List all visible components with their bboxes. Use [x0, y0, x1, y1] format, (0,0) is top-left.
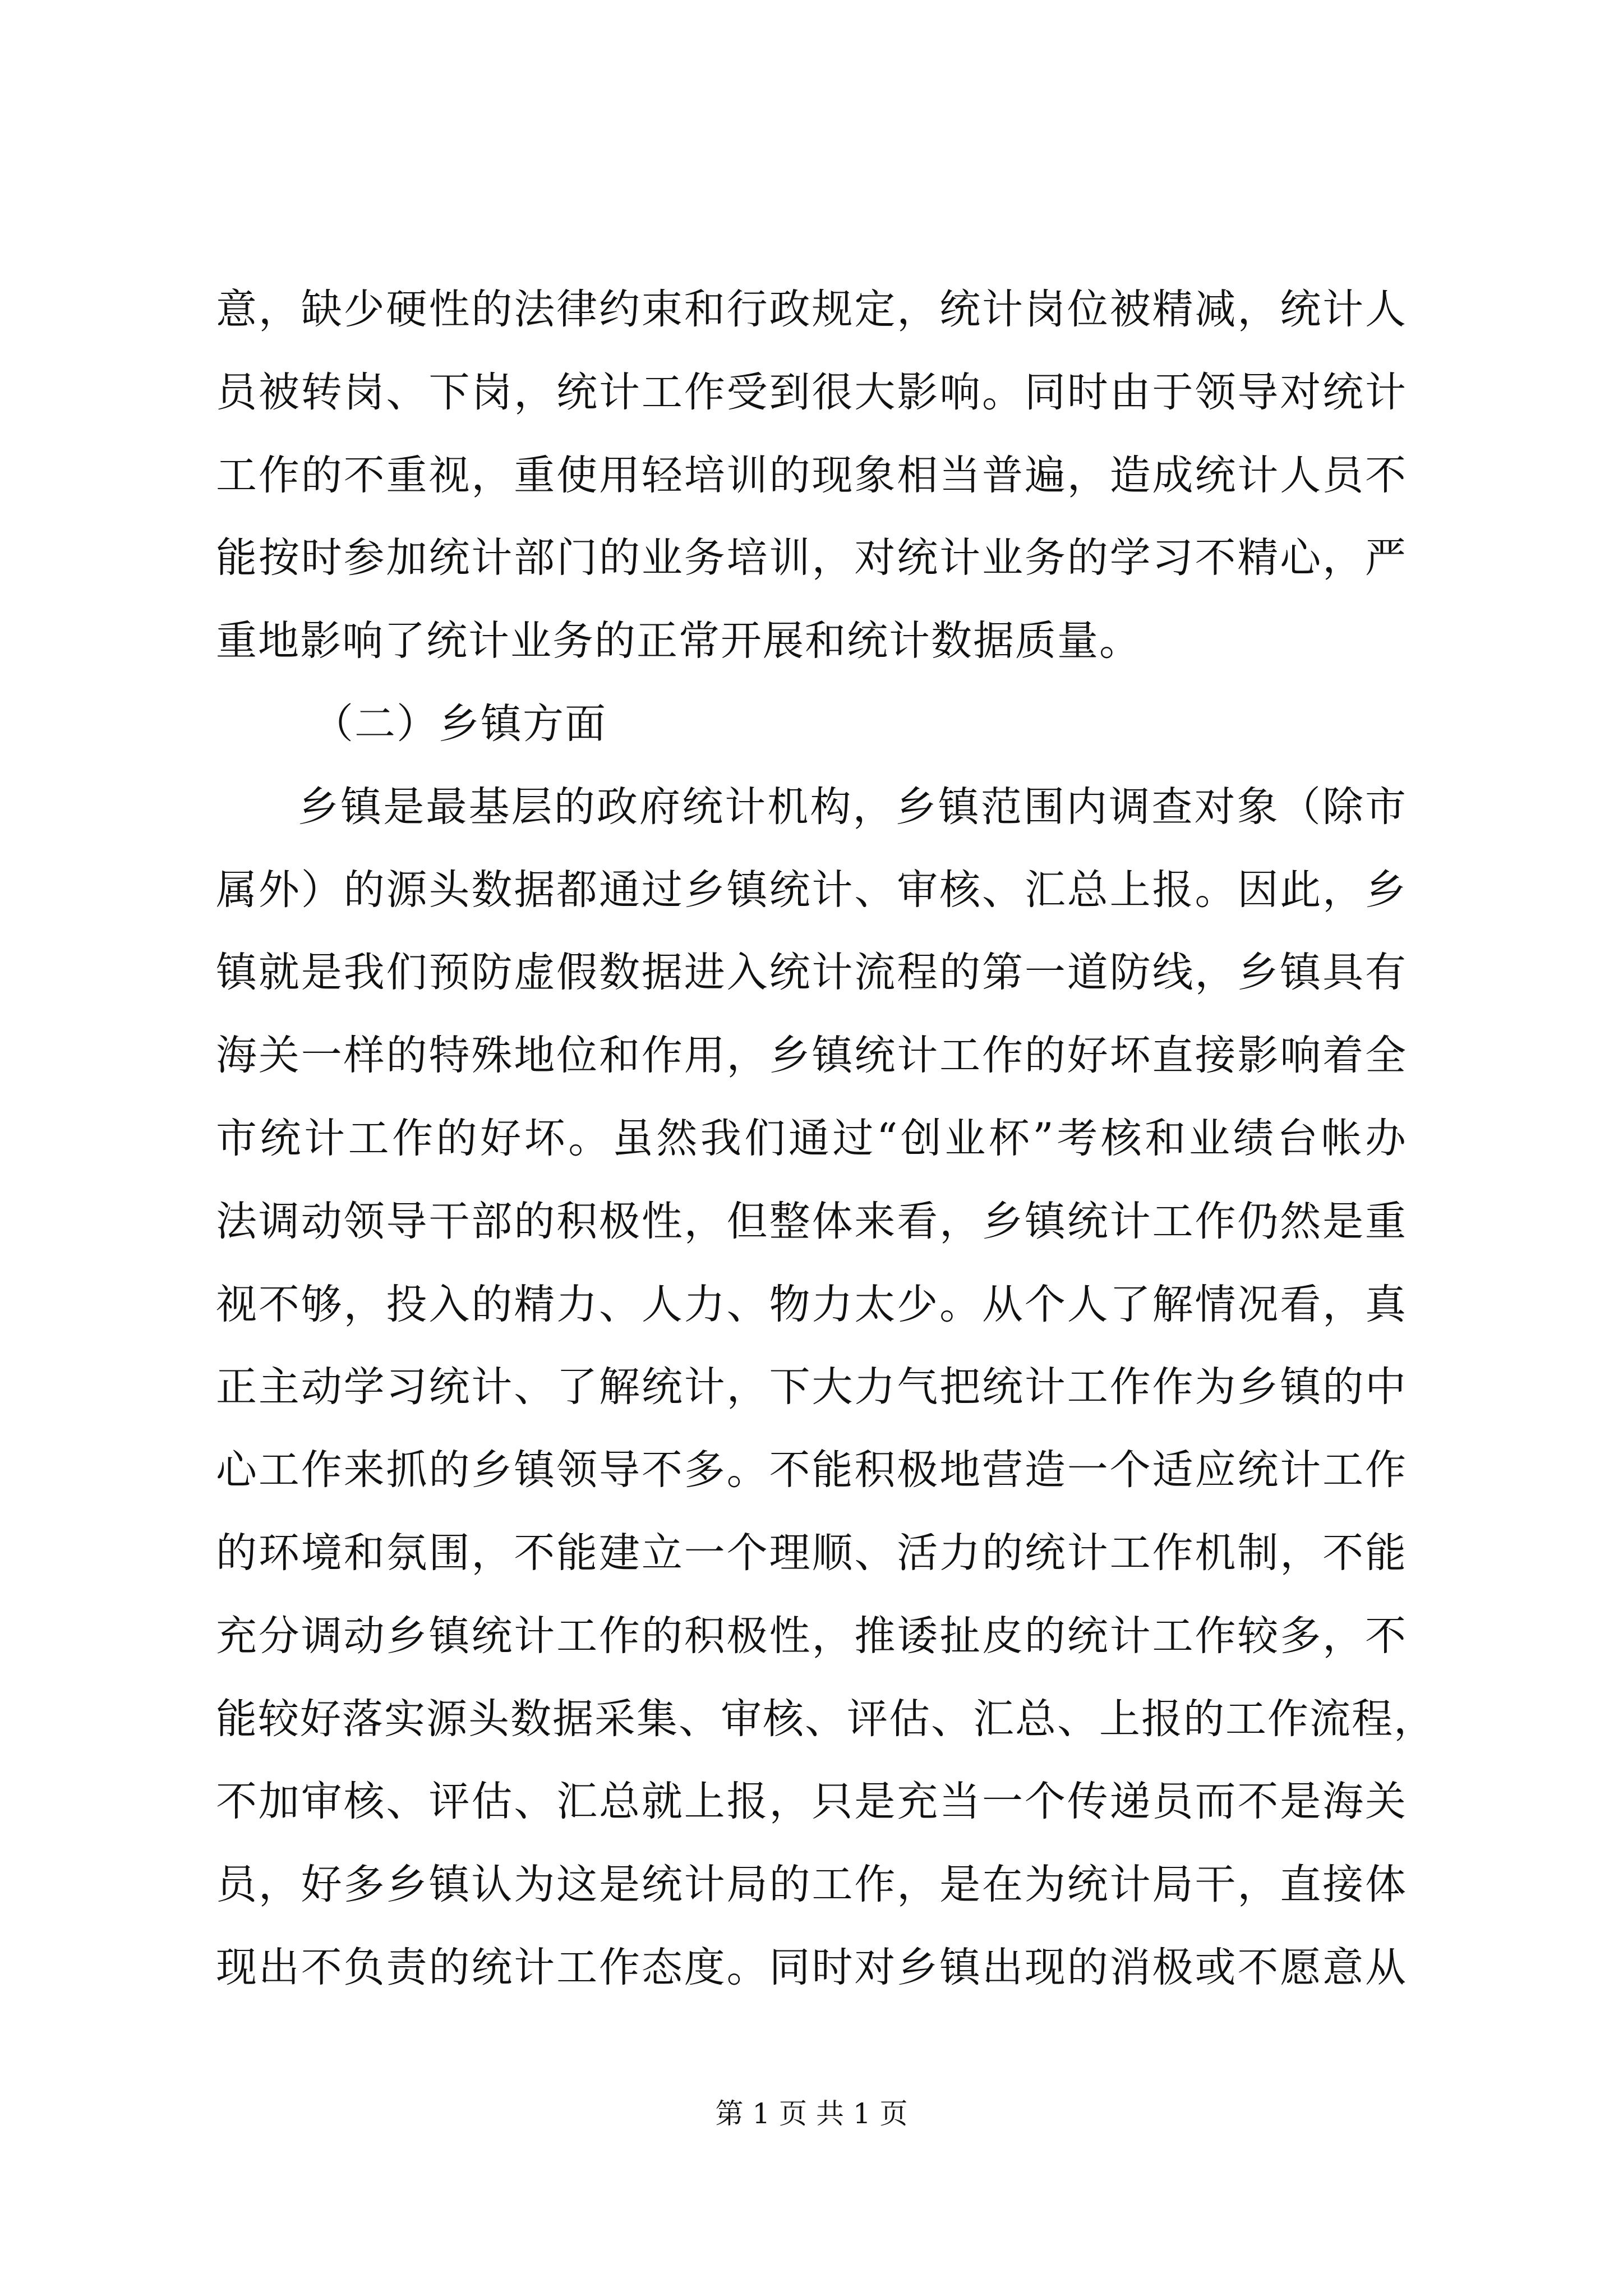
paragraph-line: 心工作来抓的乡镇领导不多。不能积极地营造一个适应统计工作 [216, 1446, 1407, 1494]
paragraph-line: 充分调动乡镇统计工作的积极性，推诿扯皮的统计工作较多，不 [216, 1612, 1407, 1660]
paragraph-line: 乡镇是最基层的政府统计机构，乡镇范围内调查对象（除市 [298, 783, 1407, 831]
paragraph-line: 现出不负责的统计工作态度。同时对乡镇出现的消极或不愿意从 [216, 1943, 1407, 1991]
paragraph-line: 海关一样的特殊地位和作用，乡镇统计工作的好坏直接影响着全 [216, 1032, 1407, 1080]
paragraph-line: 镇就是我们预防虚假数据进入统计流程的第一道防线，乡镇具有 [216, 949, 1407, 997]
paragraph-line: 不加审核、评估、汇总就上报，只是充当一个传递员而不是海关 [216, 1778, 1407, 1826]
paragraph-line: 属外）的源头数据都通过乡镇统计、审核、汇总上报。因此，乡 [216, 866, 1407, 914]
paragraph-line: 意，缺少硬性的法律约束和行政规定，统计岗位被精减，统计人 [216, 286, 1407, 333]
paragraph-line: 视不够，投入的精力、人力、物力太少。从个人了解情况看，真 [216, 1280, 1407, 1328]
paragraph-line: 员被转岗、下岗，统计工作受到很大影响。同时由于领导对统计 [216, 368, 1407, 416]
paragraph-line: 正主动学习统计、了解统计，下大力气把统计工作作为乡镇的中 [216, 1363, 1407, 1411]
section-heading: （二）乡镇方面 [312, 700, 607, 748]
paragraph-line: 工作的不重视，重使用轻培训的现象相当普遍，造成统计人员不 [216, 451, 1407, 499]
paragraph-line: 员，好多乡镇认为这是统计局的工作，是在为统计局干，直接体 [216, 1861, 1407, 1909]
page-number-footer: 第 1 页 共 1 页 [715, 2097, 908, 2130]
paragraph-line: 能较好落实源头数据采集、审核、评估、汇总、上报的工作流程， [216, 1695, 1436, 1743]
paragraph-line: 的环境和氛围，不能建立一个理顺、活力的统计工作机制，不能 [216, 1529, 1407, 1577]
body-text [216, 268, 1436, 2009]
paragraph-line: 市统计工作的好坏。虽然我们通过“创业杯”考核和业绩台帐办 [216, 1114, 1407, 1162]
paragraph-line: 法调动领导干部的积极性，但整体来看，乡镇统计工作仍然是重 [216, 1197, 1407, 1245]
paragraph-line: 重地影响了统计业务的正常开展和统计数据质量。 [216, 617, 1141, 665]
paragraph-line: 能按时参加统计部门的业务培训，对统计业务的学习不精心，严 [216, 534, 1407, 582]
